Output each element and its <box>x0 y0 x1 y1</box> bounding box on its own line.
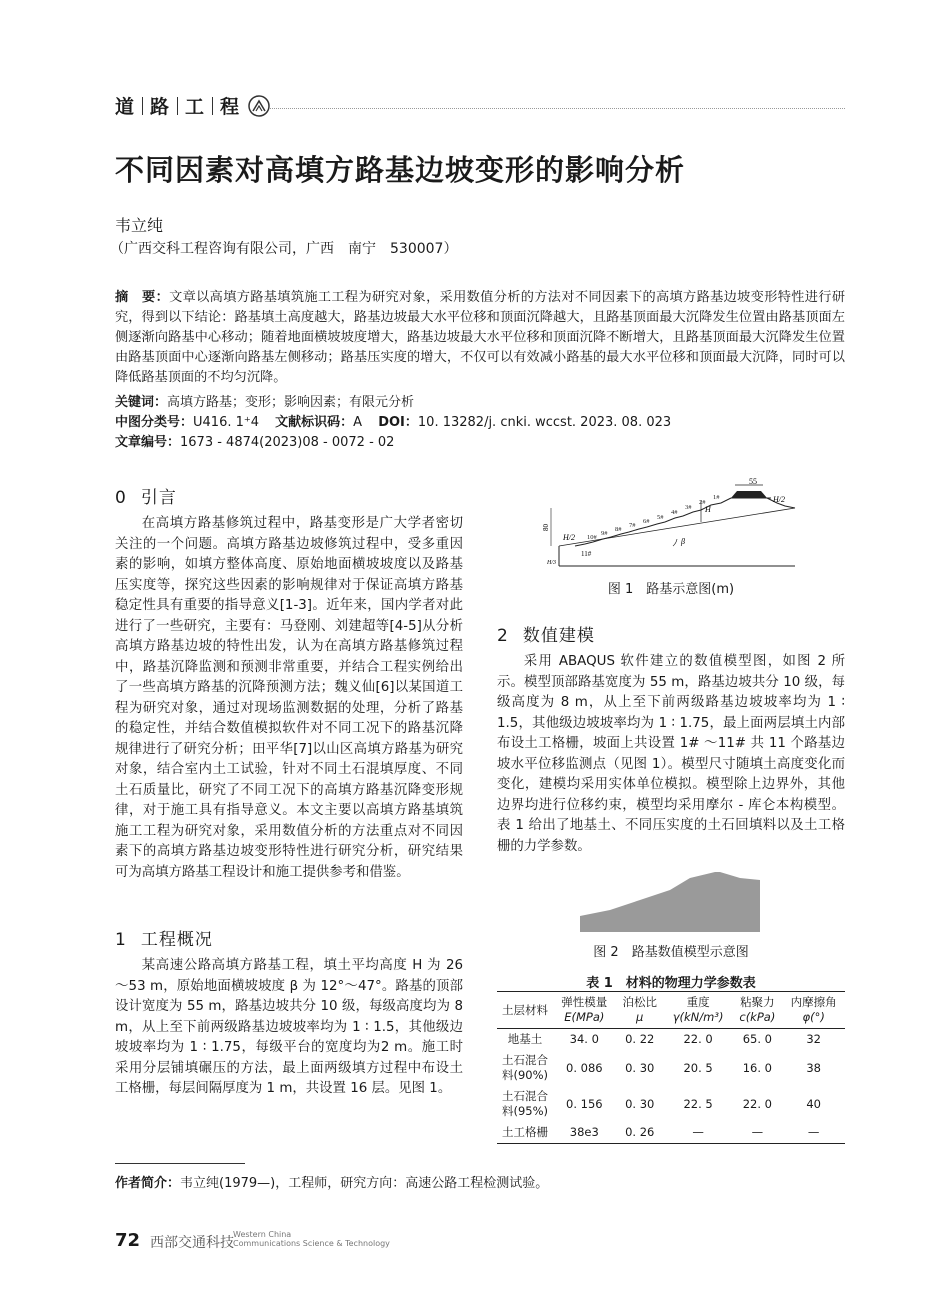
doc-value: A <box>353 415 363 430</box>
fig1-half-right-label: H/2 <box>773 495 785 504</box>
table-cell: 65. 0 <box>742 1032 772 1046</box>
abstract <box>115 288 845 388</box>
table-header-cell <box>497 992 553 1029</box>
table-cell: 20. 5 <box>683 1060 713 1075</box>
header-name: 重度 <box>686 995 710 1009</box>
table-cell: 土石混合料(95%) <box>501 1089 549 1118</box>
header-name: 土层材料 <box>502 1002 548 1017</box>
section-heading-intro <box>115 483 177 508</box>
fig1-half-left-label: H/2 <box>563 533 575 542</box>
section-char: 道 <box>115 96 136 118</box>
road-logo-icon <box>248 95 270 117</box>
fig1-H3-label: H/3 <box>547 560 556 566</box>
author-note <box>115 1172 548 1191</box>
table-cell: 22. 0 <box>742 1096 772 1111</box>
table-cell: 38 <box>806 1060 821 1075</box>
table-cell: — <box>732 1122 782 1144</box>
fig1-point: 9# <box>601 530 608 537</box>
doi-value: 10. 13282/j. cnki. wccst. 2023. 08. 023 <box>417 415 672 430</box>
author-note-label: 作者简介： <box>115 1176 181 1191</box>
article-no-label: 文章编号： <box>115 435 181 450</box>
fig1-H-label: H <box>705 505 711 514</box>
fig1-point: 6# <box>643 518 650 525</box>
header-unit: c(kPa) <box>739 1010 776 1024</box>
abstract-text: 文章以高填方路基填筑施工工程为研究对象，采用数值分析的方法对不同因素下的高填方路基边坡变形特性进行研究，得到以下结论：路基填土高度越大，路基边坡最大水平位移和顶面沉降越大，且路基顶面最大沉降发生位置由路基顶面左侧逐渐向路基中心移动；随着地面横坡坡度增大，路基边坡最大水平位移和顶面沉降不断增大，且路基顶面最大沉降发生位置由路基顶面中心逐渐向路基左侧移动；路基压实度的增大，不仅可以有效减小路基的最大水平位移和顶面最大沉降，同时可以降低路基顶面的不均匀沉降。 <box>115 290 846 385</box>
table-cell: 地基土 <box>507 1032 543 1046</box>
figure-2-caption: 图 2 路基数值模型示意图 <box>593 945 749 960</box>
table-cell: 0. 30 <box>625 1096 655 1111</box>
fig1-point: 1# <box>713 494 720 501</box>
overview-paragraph: 某高速公路高填方路基工程，填土平均高度 H 为 26 ～53 m，原始地面横坡坡度 β 为 12°～47°。路基的顶部设计宽度为 55 m，路基边坡共分 10 级，每级高度均为 8 m，从上至下前两级路基边坡坡率均为 1 ∶ 1.5，其他级边坡坡率均为 1 ∶ 1.75，每级平台的宽度均为2 m。施工时采用分层铺填碾压的方法，最上面两级填方过程中布设土工格栅，每层间隔厚度为 1 m，共设置 16 层。见图 1。 <box>115 958 463 1096</box>
section-heading-model <box>497 621 595 646</box>
fig1-width-label: 55 <box>749 477 757 486</box>
table-cell: 土工格栅 <box>497 1122 553 1144</box>
classification <box>115 413 671 432</box>
header-name: 粘聚力 <box>740 995 775 1009</box>
table-cell: 16. 0 <box>742 1060 772 1075</box>
keywords-text: 高填方路基；变形；影响因素；有限元分析 <box>167 395 415 410</box>
journal-name-cn: 西部交通科技 <box>150 1235 234 1251</box>
intro-paragraph: 在高填方路基修筑过程中，路基变形是广大学者密切关注的一个问题。高填方路基边坡修筑过程中，受多重因素的影响，如填方整体高度、原始地面横坡坡度以及路基压实度等，探究这些因素的影响规律对于保证高填方路基稳定性具有重要的指导意义[1-3]。近年来，国内学者对此进行了一些研究，主要有：马登刚、刘建超等[4-5]从分析高填方路基边坡的特性出发，认为在高填方路基修筑过程中，路基沉降监测和预测非常重要，并结合工程实例给出了一些高填方路基的沉降预测方法；魏义仙[6]以某国道工程为研究对象，通过对现场监测数据的处理，分析了路基的稳定性，并结合数值模拟软件对不同工况下的路基沉降规律进行了研究分析；田平华[7]以山区高填方路基为研究对象，结合室内土工试验，针对不同土石混填厚度、不同土石质量比，研究了不同工况下的高填方路基沉降变形规律，对于施工具有指导意义。本文主要以高填方路基填筑施工工程为研究对象，采用数值分析的方法重点对不同因素下的高填方路基边坡变形特性进行研究分析，研究结果可为高填方路基工程设计和施工提供参考和借鉴。 <box>115 516 463 880</box>
section-char: 程 <box>220 96 241 118</box>
table-cell: 0. 26 <box>616 1122 664 1144</box>
section-char: 路 <box>150 96 171 118</box>
section-label <box>115 92 270 119</box>
fig1-point: 2# <box>699 499 706 506</box>
keywords <box>115 393 414 412</box>
fig1-point: 8# <box>615 526 622 533</box>
table-cell: — <box>782 1122 845 1144</box>
table-1-title: 表 1 材料的物理力学参数表 <box>586 976 756 991</box>
abstract-label: 摘 要： <box>115 290 170 305</box>
fig1-point: 10# <box>587 534 597 541</box>
fig1-point: 7# <box>629 522 636 529</box>
affiliation: （广西交科工程咨询有限公司，广西 南宁 530007） <box>110 241 458 257</box>
table-row <box>497 1050 845 1086</box>
table-cell: 土石混合料(90%) <box>501 1053 549 1082</box>
figure-1-caption: 图 1 路基示意图(m) <box>607 582 735 597</box>
header-name: 弹性模量 <box>561 995 608 1009</box>
table-row <box>497 1086 845 1122</box>
header-name: 内摩擦角 <box>790 995 837 1009</box>
header-unit: μ <box>636 1010 644 1024</box>
section-char: 工 <box>185 96 206 118</box>
author-name: 韦立纯 <box>115 216 164 235</box>
clc-label: 中图分类号： <box>115 415 194 430</box>
table-1-material-properties <box>497 991 845 1144</box>
section-number: 2 <box>497 626 509 646</box>
table-cell: 22. 5 <box>683 1096 713 1111</box>
fig1-point: 4# <box>671 509 678 516</box>
figure-1-roadbed-diagram <box>542 477 805 570</box>
table-cell: 34. 0 <box>569 1032 599 1046</box>
fig1-point-11: 11# <box>581 550 592 558</box>
table-cell: 0. 156 <box>566 1096 603 1111</box>
header-divider <box>270 108 845 109</box>
doc-label: 文献标识码： <box>275 415 354 430</box>
section-number: 1 <box>115 930 127 950</box>
journal-name-en <box>233 1230 390 1248</box>
table-header-cell <box>732 992 782 1029</box>
article-no-value: 1673 - 4874(2023)08 - 0072 - 02 <box>180 435 395 450</box>
table-header-cell <box>664 992 733 1029</box>
article-number <box>115 433 394 452</box>
table-cell: 32 <box>806 1032 821 1046</box>
table-cell: 40 <box>806 1096 821 1111</box>
section-title: 工程概况 <box>140 930 213 950</box>
page-number: 72 <box>115 1230 141 1251</box>
table-row <box>497 1029 845 1051</box>
clc-value: U416. 1⁺4 <box>193 415 260 430</box>
table-cell: 0. 086 <box>566 1060 603 1075</box>
table-header-cell <box>782 992 845 1029</box>
fig1-height-label: 80 <box>542 524 550 531</box>
section-title: 数值建模 <box>522 626 595 646</box>
header-unit: γ(kN/m³) <box>672 1010 724 1024</box>
table-cell: — <box>664 1122 733 1144</box>
journal-en-line: Western China <box>233 1230 292 1239</box>
footnote-divider <box>115 1163 245 1164</box>
table-cell: 38e3 <box>553 1122 616 1144</box>
fig1-point: 3# <box>685 504 692 511</box>
doi-label: DOI： <box>378 415 418 430</box>
journal-en-line: Communications Science & Technology <box>233 1239 390 1248</box>
section-title: 引言 <box>140 488 177 508</box>
fig1-beta-label: β <box>681 537 685 546</box>
author-note-text: 韦立纯(1979—)，工程师，研究方向：高速公路工程检测试验。 <box>180 1176 549 1191</box>
keywords-label: 关键词： <box>115 395 168 410</box>
model-paragraph: 采用 ABAQUS 软件建立的数值模型图，如图 2 所示。模型顶部路基宽度为 55 m，路基边坡共分 10 级，每级高度为 8 m，从上至下前两级路基边坡坡率均为 1 ∶ 1.5，其他级边坡坡率均为 1 ∶ 1.75，最上面两层填土内部布设土工格栅，坡面上共设置 1# ～11# 共 11 个路基边坡水平位移监测点（见图 1）。模型尺寸随填土高度变化而变化，建模均采用实体单位模拟。模型除上边界外，其他边界均进行位移约束，模型均采用摩尔 - 库仑本构模型。表 1 给出了地基土、不同压实度的土石回填料以及土工格栅的力学参数。 <box>497 654 845 854</box>
table-header-cell <box>553 992 616 1029</box>
table-cell: 22. 0 <box>683 1032 713 1046</box>
article-title: 不同因素对高填方路基边坡变形的影响分析 <box>115 153 686 187</box>
header-unit: E(MPa) <box>564 1010 605 1024</box>
fig1-point: 5# <box>657 514 664 521</box>
section-heading-overview <box>115 925 213 950</box>
header-unit: φ(°) <box>802 1010 825 1024</box>
figure-2-numerical-model <box>580 868 760 932</box>
table-row <box>497 1122 845 1144</box>
table-cell: 0. 22 <box>625 1032 655 1046</box>
table-header-cell <box>616 992 664 1029</box>
table-cell: 0. 30 <box>625 1060 655 1075</box>
section-number: 0 <box>115 488 127 508</box>
header-name: 泊松比 <box>622 995 657 1009</box>
